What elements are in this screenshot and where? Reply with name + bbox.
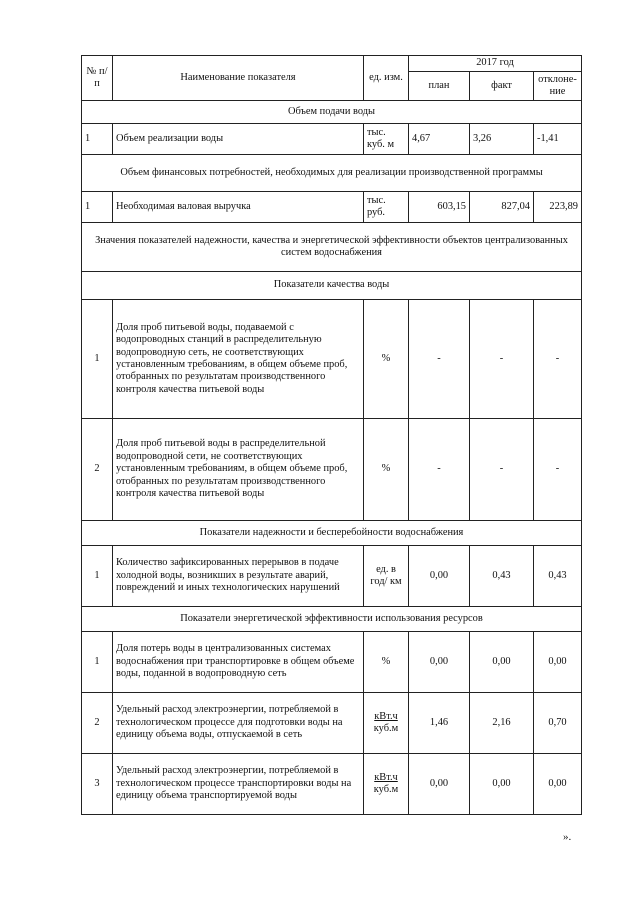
cell-plan: 603,15 [409, 192, 470, 223]
cell-fact: 827,04 [470, 192, 534, 223]
cell-num: 1 [82, 124, 113, 155]
section-row [82, 521, 582, 546]
cell-name: Объем реализации воды [113, 124, 364, 155]
cell-num: 1 [82, 192, 113, 223]
cell-plan: 1,46 [409, 693, 470, 754]
table-row [82, 754, 582, 815]
cell-name: Необходимая валовая выручка [113, 192, 364, 223]
cell-num: 1 [82, 546, 113, 607]
cell-plan: 4,67 [409, 124, 470, 155]
section-reliability-general: Значения показателей надежности, качества и энергетической эффективности объектов централизованных систем водоснабжения [82, 223, 582, 272]
section-row [82, 101, 582, 124]
cell-unit: ед. в год/ км [364, 546, 409, 607]
cell-unit: тыс. руб. [364, 192, 409, 223]
table-header-row [82, 56, 582, 72]
cell-fact: 2,16 [470, 693, 534, 754]
cell-fact: 0,00 [470, 632, 534, 693]
cell-plan: 0,00 [409, 546, 470, 607]
unit-denominator: куб.м [373, 723, 399, 734]
cell-name: Удельный расход электроэнергии, потребляемой в технологическом процессе для подготовки воды на единицу объема воды, отпускаемой в сеть [113, 693, 364, 754]
cell-dev: - [534, 419, 582, 521]
cell-unit [364, 693, 409, 754]
cell-dev: 0,00 [534, 754, 582, 815]
cell-num: 1 [82, 632, 113, 693]
cell-num: 1 [82, 300, 113, 419]
cell-unit: % [364, 419, 409, 521]
section-supply: Объем подачи воды [82, 101, 582, 124]
cell-fact: - [470, 300, 534, 419]
table-row [82, 419, 582, 521]
section-energy: Показатели энергетической эффективности использования ресурсов [82, 607, 582, 632]
table-row [82, 300, 582, 419]
closing-quote: ». [563, 831, 572, 843]
header-name: Наименование показателя [113, 56, 364, 101]
cell-unit: % [364, 300, 409, 419]
cell-fact: 3,26 [470, 124, 534, 155]
table-row [82, 693, 582, 754]
cell-plan: - [409, 419, 470, 521]
section-row [82, 607, 582, 632]
cell-fact: 0,00 [470, 754, 534, 815]
unit-numerator: кВт.ч [374, 710, 398, 722]
header-deviation: отклоне-ние [534, 72, 582, 101]
section-finance: Объем финансовых потребностей, необходимых для реализации производственной программы [82, 155, 582, 192]
cell-plan: 0,00 [409, 632, 470, 693]
cell-dev: 0,00 [534, 632, 582, 693]
cell-num: 2 [82, 693, 113, 754]
table-row [82, 546, 582, 607]
cell-num: 2 [82, 419, 113, 521]
cell-unit: % [364, 632, 409, 693]
section-row [82, 155, 582, 192]
cell-dev: -1,41 [534, 124, 582, 155]
indicators-table [81, 55, 582, 815]
cell-plan: - [409, 300, 470, 419]
cell-fact: - [470, 419, 534, 521]
cell-name: Доля потерь воды в централизованных системах водоснабжения при транспортировке в общем объеме воды, поданной в водопроводную сеть [113, 632, 364, 693]
cell-plan: 0,00 [409, 754, 470, 815]
cell-name: Количество зафиксированных перерывов в подаче холодной воды, возникших в результате аварий, повреждений и иных технологических нарушений [113, 546, 364, 607]
cell-unit: тыс. куб. м [364, 124, 409, 155]
cell-dev: - [534, 300, 582, 419]
section-row [82, 272, 582, 300]
cell-dev: 0,70 [534, 693, 582, 754]
unit-numerator: кВт.ч [374, 771, 398, 783]
table-row [82, 632, 582, 693]
header-unit: ед. изм. [364, 56, 409, 101]
cell-unit [364, 754, 409, 815]
cell-fact: 0,43 [470, 546, 534, 607]
section-quality: Показатели качества воды [82, 272, 582, 300]
table-row [82, 124, 582, 155]
header-year: 2017 год [409, 56, 582, 72]
cell-name: Доля проб питьевой воды в распределительной водопроводной сети, не соответствующих установленным требованиям, в общем объеме проб, отобранных по результатам производственного контроля качества питьевой воды [113, 419, 364, 521]
header-num: № п/п [82, 56, 113, 101]
cell-dev: 0,43 [534, 546, 582, 607]
cell-num: 3 [82, 754, 113, 815]
cell-name: Доля проб питьевой воды, подаваемой с водопроводных станций в распределительную водопроводную сеть, не соответствующих установленным требованиям, в общем объеме проб, отобранных по результатам производственного контроля качества питьевой воды [113, 300, 364, 419]
section-reliability: Показатели надежности и бесперебойности водоснабжения [82, 521, 582, 546]
header-plan: план [409, 72, 470, 101]
section-row [82, 223, 582, 272]
cell-name: Удельный расход электроэнергии, потребляемой в технологическом процессе транспортировки воды на единицу объема транспортируемой воды [113, 754, 364, 815]
table-row [82, 192, 582, 223]
header-fact: факт [470, 72, 534, 101]
unit-denominator: куб.м [373, 784, 399, 795]
cell-dev: 223,89 [534, 192, 582, 223]
